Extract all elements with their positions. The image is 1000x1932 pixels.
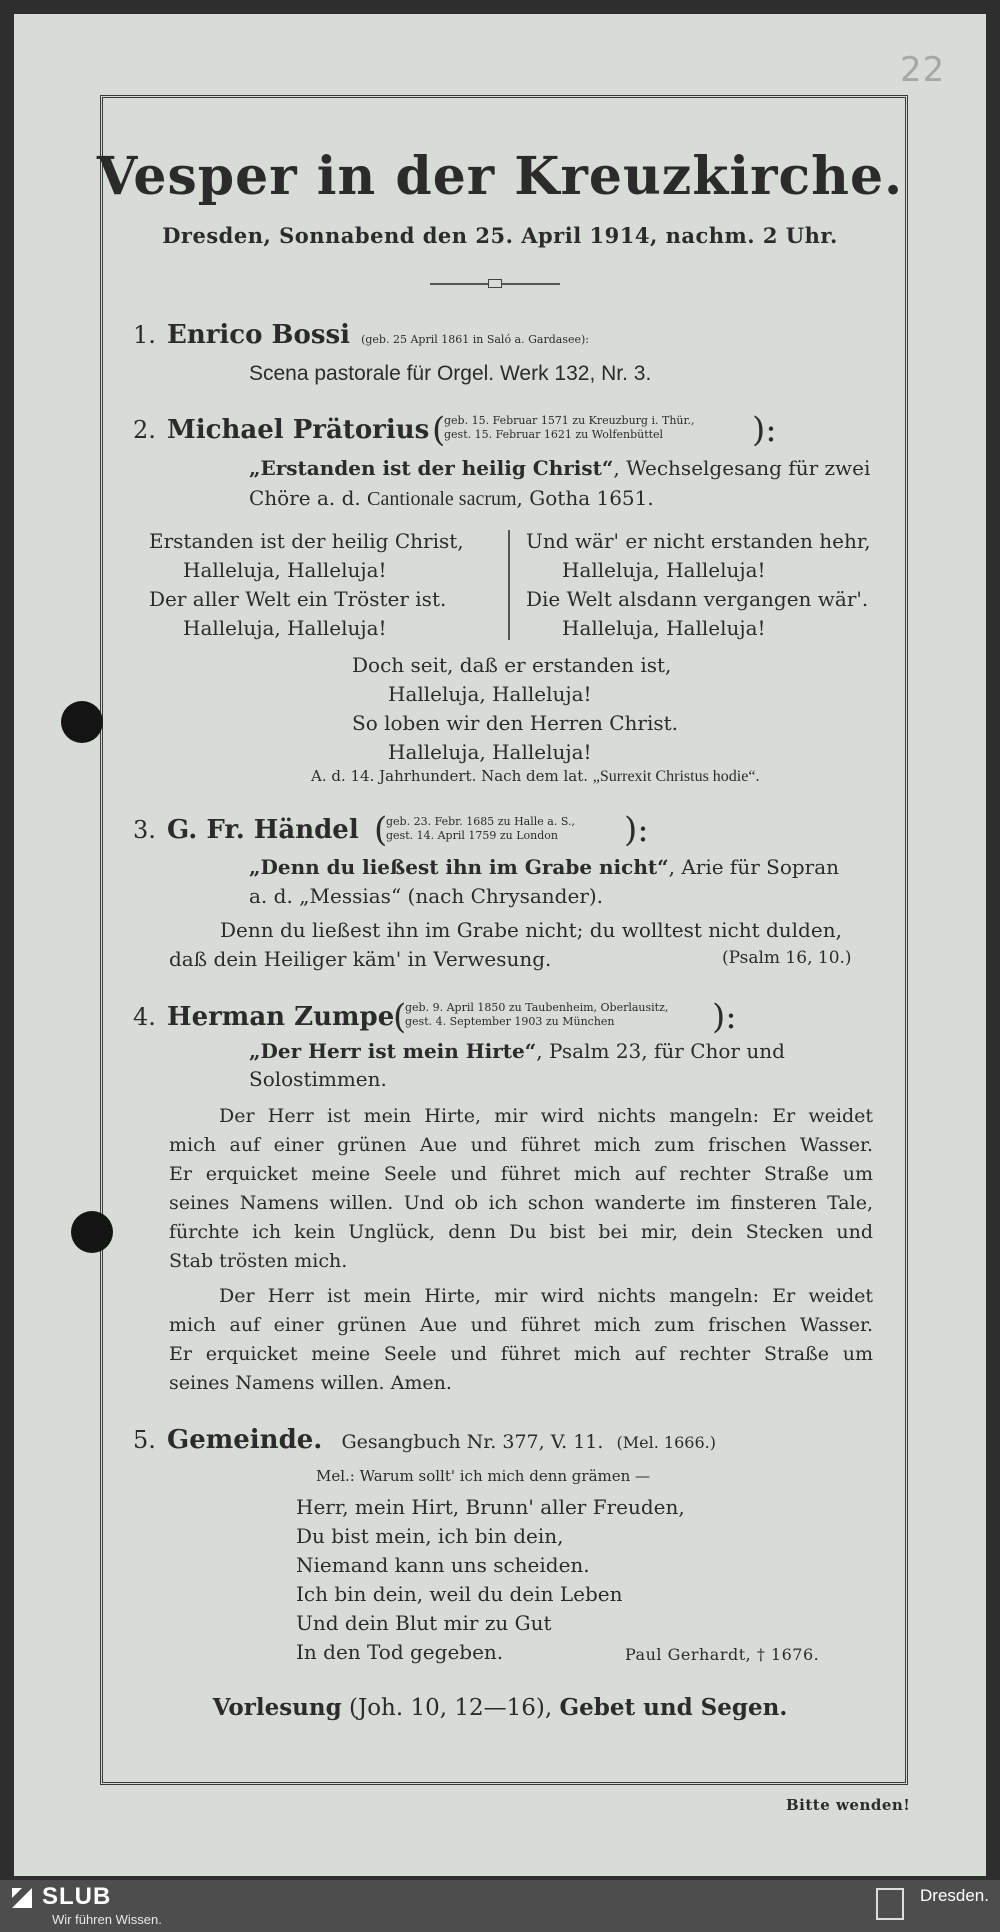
slub-logo-icon bbox=[12, 1888, 32, 1908]
hymn-line: Ich bin dein, weil du dein Leben bbox=[296, 1582, 623, 1606]
text-line: Er erquicket meine Seele und führet mich auf rechter Straße um bbox=[169, 1163, 873, 1185]
text-line: mich auf einer grünen Aue und führet mich zum frischen Wasser. bbox=[169, 1134, 873, 1156]
work-line: Solostimmen. bbox=[249, 1067, 387, 1091]
hymn-line: Herr, mein Hirt, Brunn' aller Freuden, bbox=[296, 1495, 685, 1519]
hymn-reference: Gesangbuch Nr. 377, V. 11. bbox=[341, 1431, 604, 1453]
paren-open: ( bbox=[432, 410, 446, 450]
paren-close: ): bbox=[624, 810, 649, 850]
hymn-author: Paul Gerhardt, † 1676. bbox=[625, 1645, 820, 1664]
footer-bar bbox=[0, 1880, 1000, 1932]
choir-center-line: Halleluja, Halleluja! bbox=[388, 740, 592, 764]
slub-tagline: Wir führen Wissen. bbox=[52, 1912, 162, 1927]
text-line: seines Namens willen. Amen. bbox=[169, 1372, 452, 1394]
item-number: 4. bbox=[133, 1003, 156, 1031]
column-divider bbox=[508, 530, 510, 640]
turn-page-note: Bitte wenden! bbox=[786, 1796, 911, 1814]
choir-center-line: Halleluja, Halleluja! bbox=[388, 682, 592, 706]
dresden-coat-of-arms-icon bbox=[876, 1888, 904, 1920]
hymn-line: Du bist mein, ich bin dein, bbox=[296, 1524, 564, 1548]
ornament-icon bbox=[488, 279, 502, 288]
choir-left-line: Halleluja, Halleluja! bbox=[183, 616, 387, 640]
work-line bbox=[249, 852, 839, 882]
composer-death: gest. 4. September 1903 zu München bbox=[405, 1015, 615, 1028]
text-line: Der Herr ist mein Hirte, mir wird nichts mangeln: Er weidet bbox=[219, 1105, 873, 1127]
page-number: 22 bbox=[900, 50, 946, 90]
work-line bbox=[249, 1036, 785, 1066]
composer-name: Enrico Bossi bbox=[167, 320, 350, 350]
program-item-5 bbox=[133, 1425, 716, 1455]
program-item-3 bbox=[133, 815, 359, 845]
work-title: „Erstanden ist der heilig Christ“ bbox=[249, 456, 614, 480]
choir-right-line: Die Welt alsdann vergangen wär'. bbox=[526, 587, 869, 611]
melody-note: Mel.: Warum sollt' ich mich denn grämen — bbox=[316, 1467, 651, 1485]
divider-ornament bbox=[430, 283, 560, 285]
composer-name: Michael Prätorius bbox=[167, 415, 430, 445]
text-source: A. d. 14. Jahrhundert. Nach dem lat. „Surrexit Christus hodie“. bbox=[311, 767, 760, 785]
item-number: 2. bbox=[133, 416, 156, 444]
composer-name: Herman Zumpe bbox=[167, 1002, 395, 1032]
composer-name: Gemeinde. bbox=[167, 1425, 323, 1455]
work-description: , Wechselgesang für zwei bbox=[613, 456, 871, 480]
item-number: 3. bbox=[133, 816, 156, 844]
composer-dates: (geb. 25 April 1861 in Saló a. Gardasee): bbox=[361, 333, 589, 346]
punch-hole bbox=[61, 701, 103, 743]
work-line: a. d. „Messias“ (nach Chrysander). bbox=[249, 884, 604, 908]
slub-logo-text: SLUB bbox=[42, 1883, 112, 1910]
composer-birth: geb. 15. Februar 1571 zu Kreuzburg i. Thür., bbox=[444, 414, 695, 427]
melody-year: (Mel. 1666.) bbox=[616, 1433, 716, 1452]
closing-line: Vorlesung (Joh. 10, 12—16), Gebet und Segen. bbox=[212, 1694, 788, 1721]
psalm-paragraph-2 bbox=[169, 1282, 873, 1398]
text-line: mich auf einer grünen Aue und führet mich zum frischen Wasser. bbox=[169, 1314, 873, 1336]
choir-center-line: So loben wir den Herren Christ. bbox=[352, 711, 678, 735]
text-line: Stab trösten mich. bbox=[169, 1250, 348, 1272]
program-item-2 bbox=[133, 415, 429, 445]
paren-open: ( bbox=[393, 997, 407, 1037]
composer-birth: geb. 23. Febr. 1685 zu Halle a. S., bbox=[386, 815, 575, 828]
scripture-reference: (Psalm 16, 10.) bbox=[722, 948, 852, 968]
punch-hole bbox=[71, 1211, 113, 1253]
choir-left-line: Halleluja, Halleluja! bbox=[183, 558, 387, 582]
choir-left-line: Erstanden ist der heilig Christ, bbox=[149, 529, 464, 553]
item-number: 1. bbox=[133, 321, 156, 349]
hymn-line: In den Tod gegeben. bbox=[296, 1640, 504, 1664]
composer-death: gest. 15. Februar 1621 zu Wolfenbüttel bbox=[444, 428, 664, 441]
composer-name: G. Fr. Händel bbox=[167, 815, 359, 845]
paren-close: ): bbox=[712, 997, 737, 1037]
source-title: Cantionale sacrum bbox=[367, 488, 517, 510]
text-line: Denn du ließest ihn im Grabe nicht; du wolltest nicht dulden, bbox=[220, 918, 842, 942]
work-title: „Denn du ließest ihn im Grabe nicht“ bbox=[249, 855, 669, 879]
work-line: Chöre a. d. Cantionale sacrum, Gotha 1651. bbox=[249, 486, 654, 510]
work-description: , Psalm 23, für Chor und bbox=[536, 1039, 785, 1063]
choir-right-line: Halleluja, Halleluja! bbox=[562, 558, 766, 582]
choir-center-line: Doch seit, daß er erstanden ist, bbox=[352, 653, 672, 677]
composer-birth: geb. 9. April 1850 zu Taubenheim, Oberlausitz, bbox=[405, 1001, 669, 1014]
choir-right-line: Halleluja, Halleluja! bbox=[562, 616, 766, 640]
choir-left-line: Der aller Welt ein Tröster ist. bbox=[149, 587, 447, 611]
work-description: , Arie für Sopran bbox=[668, 855, 840, 879]
composer-death: gest. 14. April 1759 zu London bbox=[386, 829, 559, 842]
work-line bbox=[249, 453, 870, 483]
psalm-paragraph-1 bbox=[169, 1102, 873, 1276]
text-line: fürchte ich kein Unglück, denn Du bist bei mir, dein Stecken und bbox=[169, 1221, 873, 1243]
text-line: Der Herr ist mein Hirte, mir wird nichts mangeln: Er weidet bbox=[219, 1285, 873, 1307]
hymn-line: Niemand kann uns scheiden. bbox=[296, 1553, 590, 1577]
program-title: Vesper in der Kreuzkirche. bbox=[96, 146, 904, 207]
item-number: 5. bbox=[133, 1426, 156, 1454]
work-title: „Der Herr ist mein Hirte“ bbox=[249, 1039, 537, 1063]
paren-open: ( bbox=[374, 810, 388, 850]
text-line: Er erquicket meine Seele und führet mich auf rechter Straße um bbox=[169, 1343, 873, 1365]
work-title: Scena pastorale für Orgel. Werk 132, Nr. 3. bbox=[249, 362, 652, 385]
program-item-4 bbox=[133, 1002, 394, 1032]
paren-close: ): bbox=[752, 410, 777, 450]
text-line: daß dein Heiliger käm' in Verwesung. bbox=[169, 947, 552, 971]
dresden-logo-text: Dresden. bbox=[920, 1886, 989, 1905]
choir-right-line: Und wär' er nicht erstanden hehr, bbox=[526, 529, 871, 553]
program-item-1 bbox=[133, 320, 589, 350]
text-line: seines Namens willen. Und ob ich schon wanderte im finsteren Tale, bbox=[169, 1192, 873, 1214]
program-subtitle: Dresden, Sonnabend den 25. April 1914, nachm. 2 Uhr. bbox=[162, 223, 838, 248]
hymn-line: Und dein Blut mir zu Gut bbox=[296, 1611, 552, 1635]
